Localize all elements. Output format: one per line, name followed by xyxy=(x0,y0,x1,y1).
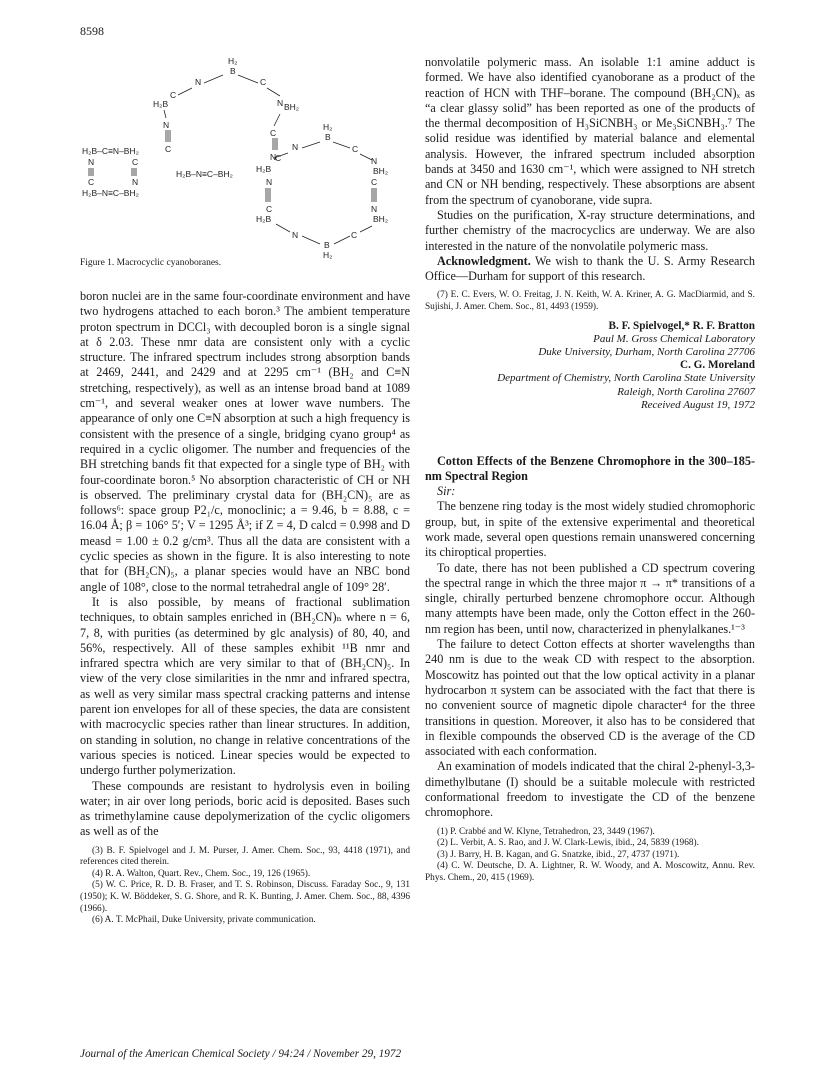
footnote: (5) W. C. Price, R. D. B. Fraser, and T. S. Robinson, Discuss. Faraday Soc., 9, 131 (1950); K. W. Böddeker, S. G. Shore, and R. K. Bunting, J. Amer. Chem. Soc., 88, 4396 (1966). xyxy=(80,880,410,914)
dimer-structure xyxy=(82,146,139,198)
affiliation: Department of Chemistry, North Carolina State University xyxy=(497,372,755,385)
body-paragraph: The failure to detect Cotton effects at shorter wavelengths than 240 nm is due to the weak CD with respect to the absorption. Moscowitz has pointed out that the low optical activity in a planar hydrocarbon π system can be associated with the fact that there is no convenient source of magnetic dipole character⁴ for the three transitions in question. Moreover, it also has to be considered that in flexible compounds the observed CD is the average of the CD associated with each conformation. xyxy=(425,637,755,759)
svg-text:BH₂: BH₂ xyxy=(373,166,389,176)
cyanoborane-structures-figure xyxy=(80,50,410,260)
svg-text:N: N xyxy=(266,177,273,187)
svg-text:H₂: H₂ xyxy=(323,122,333,132)
footnote: (7) E. C. Evers, W. O. Freitag, J. N. Keith, W. A. Kriner, A. G. MacDiarmid, and S. Sujishi, J. Amer. Chem. Soc., 81, 4493 (1959). xyxy=(425,290,755,313)
affiliation: Paul M. Gross Chemical Laboratory xyxy=(593,332,755,345)
svg-text:C: C xyxy=(260,77,267,87)
left-column xyxy=(80,289,410,927)
body-paragraph: The benzene ring today is the most widely studied chromophoric group, but, in spite of the extensive experimental and theoretical work made, several open questions remain unanswered concerning its chiroptical properties. xyxy=(425,499,755,560)
svg-text:H₂B–N≡C–BH₂: H₂B–N≡C–BH₂ xyxy=(82,188,139,198)
body-paragraph: It is also possible, by means of fractional sublimation techniques, to obtain samples enriched in (BH₂CN)ₙ where n = 6, 7, 8, with purities (as determined by glc analysis) of 80, 40, and 56%, respectively. All of these samples exhibit ¹¹B nmr and infrared spectra which are very similar to that of (BH₂CN)₅. In view of the very close similarities in the nmr and infrared spectra, as well as very similar mass spectral cracking patterns and intense parent ion envelopes for all of these species, the data are consistent with macrocyclic species rather than linear structures. In addition, on standing in solution, no change in relative concentrations of the various species is noticed. Linear species would be expected to undergo further polymerization. xyxy=(80,594,410,778)
right-column xyxy=(425,55,755,885)
affiliation: Duke University, Durham, North Carolina 27706 xyxy=(538,346,755,359)
svg-text:H₂B: H₂B xyxy=(256,214,272,224)
body-paragraph: To date, there has not been published a CD spectrum covering the spectral range in which the three major π → π* transitions of a single, chirally perturbed benzene chromophore occur. Although many attempts have been made, only the Cotton effect in the 260-nm region has been, until now, characterized in phenylalkanes.¹⁻³ xyxy=(425,560,755,636)
footnote: (4) C. W. Deutsche, D. A. Lightner, R. W. Woody, and A. Moscowitz, Annu. Rev. Phys. Chem., 20, 415 (1969). xyxy=(425,861,755,883)
svg-text:H₂: H₂ xyxy=(323,250,333,260)
svg-text:C: C xyxy=(371,177,378,187)
svg-text:N: N xyxy=(371,204,378,214)
footnote: (6) A. T. McPhail, Duke University, private communication. xyxy=(92,915,316,926)
svg-text:BH₂: BH₂ xyxy=(373,214,389,224)
salutation: Sir: xyxy=(437,484,456,499)
footnote: (2) L. Verbit, A. S. Rao, and J. W. Clark-Lewis, ibid., 24, 5839 (1968). xyxy=(437,838,699,849)
svg-text:H₂B: H₂B xyxy=(153,99,169,109)
svg-text:N: N xyxy=(292,230,299,240)
acknowledgment xyxy=(425,254,755,285)
acknowledgment-text: We wish to thank the U. S. Army Research Office—Durham for support of this research. xyxy=(425,253,755,284)
body-paragraph: These compounds are resistant to hydrolysis even in boiling water; in air over long periods, boric acid is deposited. Bases such as trimethylamine cause depolymerization of the cyclic oligomers as well as of the xyxy=(80,778,410,839)
body-paragraph: boron nuclei are in the same four-coordinate environment and have two hydrogens attached to each boron.³ The ambient temperature proton spectrum in DCCl₃ with decoupled boron is a single signal at δ 2.03. These nmr data are consistent only with a cyclic structure. The infrared spectrum includes strong absorption bands at 2469, 2441, and 2429 and at 2295 cm⁻¹ (BH₂ and C≡N stretching, respectively), as well as an intense broad band at 1089 cm⁻¹, and several weaker ones at lower wave numbers. The appearance of only one C≡N absorption at such a high frequency is consistent with the presence of a single, bridging cyano group⁴ as required in a cyclic oligomer. The number and frequencies of the BH stretching bands fit that expected for a single type of BH₂ with four-coordinate boron.⁵ No absorption characteristic of CH or NH is observed. The preliminary crystal data for (BH₂CN)₅ are as follows⁶: space group P2₁/c, monoclinic; a = 9.46, b = 8.88, c = 16.04 Å; β = 106° 5′; V = 1295 Å³; if Z = 4, D calcd = 0.998 and D measd = 1.00 ± 0.2 g/cm³. Thus all the data are consistent with a cyclic species as shown in the figure. It is also interesting to note that for (BH₂CN)₅, a planar species would have an NBC bond angle of 108°, close to the normal tetrahedral angle of 109° 28′. xyxy=(80,289,410,594)
affiliation: Raleigh, North Carolina 27607 xyxy=(617,385,755,398)
footnote: (1) P. Crabbé and W. Klyne, Tetrahedron, 23, 3449 (1967). xyxy=(437,826,655,837)
svg-text:C: C xyxy=(88,177,95,187)
svg-text:N: N xyxy=(277,98,284,108)
svg-text:C: C xyxy=(270,128,277,138)
figure-caption: Figure 1. Macrocyclic cyanoboranes. xyxy=(80,258,222,268)
footnote: (3) B. F. Spielvogel and J. M. Purser, J. Amer. Chem. Soc., 93, 4418 (1971), and references cited therein. xyxy=(80,845,410,868)
hexamer-structure xyxy=(256,122,388,260)
svg-text:B: B xyxy=(324,240,330,250)
received-date: Received August 19, 1972 xyxy=(640,398,755,411)
svg-text:H₂B: H₂B xyxy=(256,164,272,174)
svg-text:N: N xyxy=(292,142,299,152)
svg-text:N: N xyxy=(270,152,277,162)
svg-text:C: C xyxy=(170,90,177,100)
page-number: 8598 xyxy=(80,24,104,38)
acknowledgment-label: Acknowledgment. xyxy=(437,253,531,268)
author-names: C. G. Moreland xyxy=(680,359,755,372)
svg-text:B: B xyxy=(325,132,331,142)
svg-text:N: N xyxy=(88,157,95,167)
body-paragraph: An examination of models indicated that the chiral 2-phenyl-3,3-dimethylbutane (I) should be a suitable molecule with restricted conformational freedom to investigate the CD of the benzene chromophore. xyxy=(425,759,755,820)
svg-text:C: C xyxy=(275,153,282,163)
svg-text:H₂B–C≡N–BH₂: H₂B–C≡N–BH₂ xyxy=(82,146,139,156)
svg-text:C: C xyxy=(351,230,358,240)
footnote: (3) J. Barry, H. B. Kagan, and G. Snatzke, ibid., 27, 4737 (1971). xyxy=(437,849,680,860)
author-names: B. F. Spielvogel,* R. F. Bratton xyxy=(608,319,755,332)
body-paragraph: nonvolatile polymeric mass. An isolable 1:1 amine adduct is formed. We have also identified cyanoborane as a product of the reaction of HCN with THF–borane. The compound (BH₂CN)ₓ as “a clear glassy solid” has been reported as one of the products of the thermal decomposition of H₃SiCNBH₃ or Me₃SiCNBH₃.⁷ The solid residue was identified by material balance and elemental analysis. However, the infrared spectrum included absorption bands at 3450 and 1630 cm⁻¹, which were assigned to NH stretch and CN or NH bending, respectively. These absorptions are absent from the spectrum of cyanoborane, vide supra. xyxy=(425,55,755,207)
label-h2: H₂ xyxy=(228,56,238,66)
svg-text:C: C xyxy=(165,144,172,154)
svg-text:N: N xyxy=(195,77,202,87)
label-b: B xyxy=(230,66,236,76)
svg-text:C: C xyxy=(266,204,273,214)
article-title: Cotton Effects of the Benzene Chromophore in the 300–185-nm Spectral Region xyxy=(425,454,755,484)
journal-footer: Journal of the American Chemical Society / 94:24 / November 29, 1972 xyxy=(80,1048,402,1060)
svg-text:N: N xyxy=(371,156,378,166)
svg-text:C: C xyxy=(132,157,139,167)
svg-text:N: N xyxy=(163,120,170,130)
svg-text:H₂B–N≡C–BH₂: H₂B–N≡C–BH₂ xyxy=(176,169,233,179)
svg-text:C: C xyxy=(352,144,359,154)
svg-text:N: N xyxy=(132,177,139,187)
body-paragraph: Studies on the purification, X-ray structure determinations, and further chemistry of the macrocyclics are underway. We are also interested in the nature of the nonvolatile polymeric mass. xyxy=(425,207,755,253)
svg-text:BH₂: BH₂ xyxy=(284,102,300,112)
footnote: (4) R. A. Walton, Quart. Rev., Chem. Soc., 19, 126 (1965). xyxy=(92,868,311,879)
